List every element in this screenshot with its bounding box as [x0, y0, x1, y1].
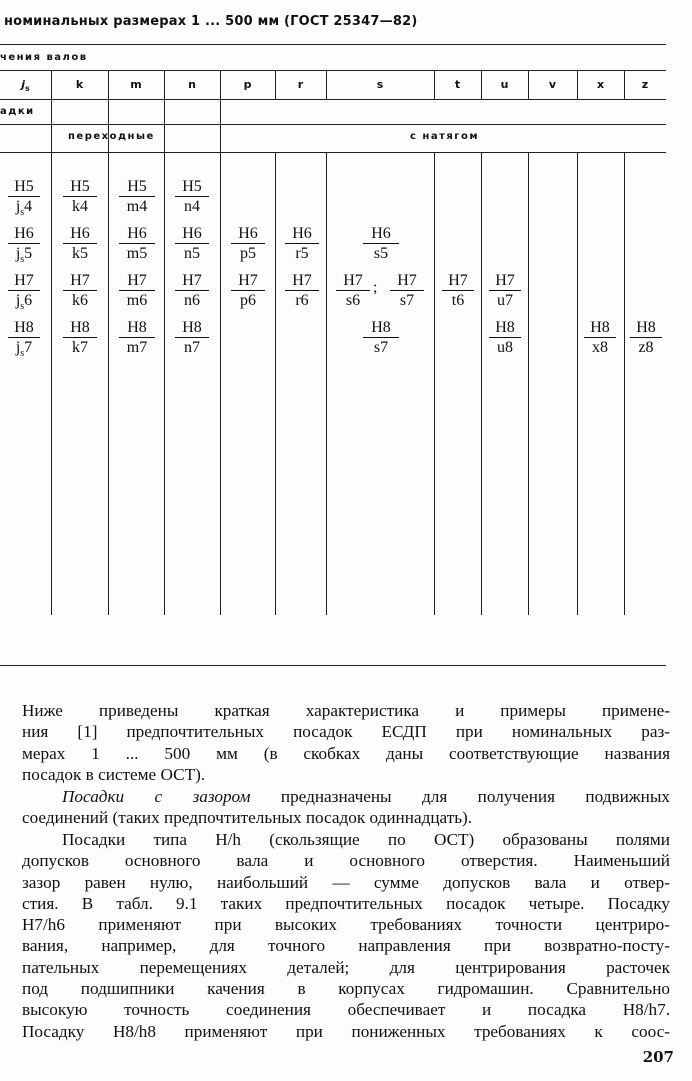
column-divider [164, 70, 165, 615]
column-divider [481, 152, 482, 615]
fit-cell: $\frac{H7}{m6}$ [119, 271, 155, 310]
fit-cell: $\frac{H8}{j_s7}$ [8, 318, 40, 363]
column-head-u: u [500, 78, 509, 91]
paragraph-hh-fits: Посадки типа H/h (скользящие по ОСТ) образованы полями допусков основного вала и основного отверстия. Наименьший зазор равен нулю, наибольший — сумме допусков вала и отвер- стия. В табл. 9.1 таких предпочтительных посадок четыре. Посадку H7/h6 применяют при высоких требованиях точности центриро- вания, например, для точного направления при возвратно-посту- пательных перемещениях деталей; для центрирования расточек под подшипники качения в корпусах гидромашин. Сравнительно высокую точность соединения обеспечивает и посадка H8/h7. Посадку H8/h8 применяют при пониженных требованиях к соос- [22, 830, 670, 1041]
italic-term: Посадки с зазором [62, 787, 251, 806]
column-divider [51, 70, 52, 615]
column-divider [326, 152, 327, 615]
column-head-m: m [130, 78, 142, 91]
fit-cell: $\frac{H7}{k6}$ [63, 271, 97, 310]
column-head-n: n [188, 78, 196, 91]
fit-cell: $\frac{H5}{n4}$ [175, 177, 209, 216]
table-rule [0, 152, 666, 153]
fit-cell: $\frac{H6}{r5}$ [285, 224, 319, 263]
table-rule-bottom [0, 665, 666, 666]
column-head-v: v [548, 78, 557, 91]
column-head-js: $j_s$ [21, 78, 30, 94]
page-number: 207 [642, 1048, 674, 1066]
column-divider [624, 152, 625, 615]
fit-cell: $\frac{H8}{x8}$ [584, 318, 616, 357]
shafts-label: чения валов [0, 52, 88, 63]
column-divider [275, 152, 276, 615]
fit-cell: $\frac{H8}{u8}$ [489, 318, 521, 357]
page-header-title: номинальных размерах 1 ... 500 мм (ГОСТ 25347—82) [4, 14, 418, 29]
fit-cell: $\frac{H7}{u7}$ [489, 271, 521, 310]
table-rule-top [0, 44, 666, 45]
column-head-k: k [75, 78, 84, 91]
fit-cell: $\frac{H8}{s7}$ [363, 318, 399, 357]
table-rule [0, 124, 666, 125]
column-head-p: p [243, 78, 252, 91]
fit-cell: $\frac{H6}{s5}$ [363, 224, 399, 263]
paragraph-intro: Ниже приведены краткая характеристика и примеры примене- ния [1] предпочтительных посадок ЕСДП при номинальных раз- мерах 1 ... 500 мм (в скобках даны соответствующие названия посадок в системе ОСТ). [22, 701, 670, 784]
fit-cell: $\frac{H8}{k7}$ [63, 318, 97, 357]
fit-cell: $\frac{H6}{p5}$ [231, 224, 265, 263]
column-head-x: x [596, 78, 605, 91]
column-divider [108, 70, 109, 615]
fit-cell: $\frac{H6}{k5}$ [63, 224, 97, 263]
column-divider [220, 70, 221, 615]
fit-cell: $\frac{H7}{p6}$ [231, 271, 265, 310]
fit-cell: $\frac{H7}{n6}$ [175, 271, 209, 310]
fit-cell: $\frac{H6}{j_s5}$ [8, 224, 40, 269]
fit-cell: $\frac{H5}{k4}$ [63, 177, 97, 216]
paragraph-clearance-fits: Посадки с зазором предназначены для получения подвижных соединений (таких предпочтительных посадок одиннадцать). [22, 787, 670, 828]
fit-cell: $\frac{H7}{s7}$ [390, 271, 424, 310]
table-rule [0, 70, 666, 71]
semicolon-separator: ; [373, 279, 378, 296]
column-head-s: s [376, 78, 384, 91]
column-divider [528, 152, 529, 615]
fit-cell: $\frac{H8}{m7}$ [119, 318, 155, 357]
fit-cell: $\frac{H8}{n7}$ [175, 318, 209, 357]
column-head-t: t [454, 78, 461, 91]
column-head-r: r [297, 78, 304, 91]
fits-label: адки [0, 106, 35, 117]
table-rule [0, 99, 666, 100]
fit-cell: $\frac{H7}{r6}$ [285, 271, 319, 310]
fit-cell: $\frac{H6}{n5}$ [175, 224, 209, 263]
column-divider [577, 152, 578, 615]
fit-cell: $\frac{H7}{j_s6}$ [8, 271, 40, 316]
group-transitional-label: переходные [68, 131, 155, 142]
column-head-z: z [641, 78, 649, 91]
fit-cell: $\frac{H7}{t6}$ [442, 271, 474, 310]
fit-cell: $\frac{H5}{m4}$ [119, 177, 155, 216]
fit-cell: $\frac{H7}{s6}$ [336, 271, 370, 310]
group-interference-label: с натягом [410, 131, 480, 142]
column-divider [434, 152, 435, 615]
fit-cell: $\frac{H5}{j_s4}$ [8, 177, 40, 222]
fit-cell: $\frac{H6}{m5}$ [119, 224, 155, 263]
fit-cell: $\frac{H8}{z8}$ [630, 318, 662, 357]
